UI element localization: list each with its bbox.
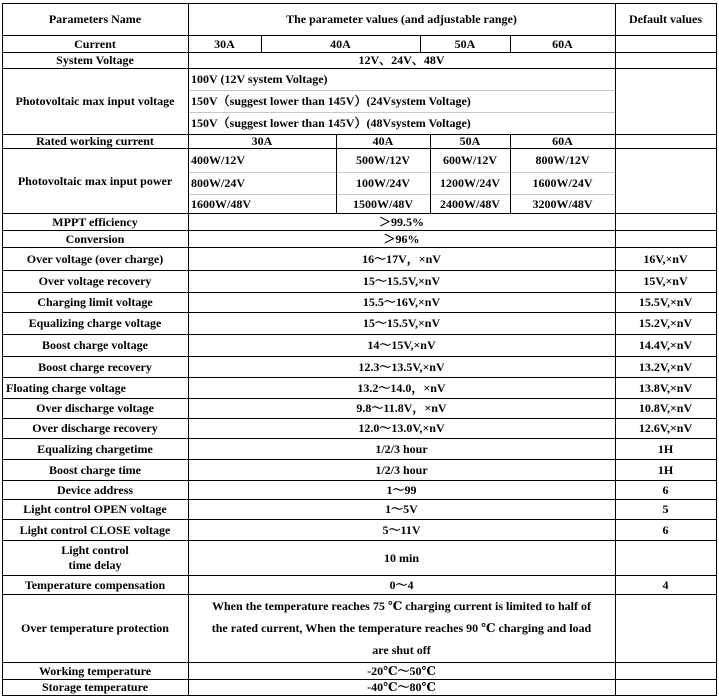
row-value: ＞96% xyxy=(383,231,420,246)
row-label: Conversion xyxy=(65,231,125,246)
row-default: 15.2V,×nV xyxy=(638,316,693,330)
row-value: 15～15.5V,×nV xyxy=(362,316,441,330)
row-label: Over voltage (over charge) xyxy=(26,251,164,266)
row-value: 15～15.5V,×nV xyxy=(362,274,441,288)
pv-power-cell: 600W/12V xyxy=(443,153,497,167)
rated-current-value-1: 30A xyxy=(251,134,273,148)
row-label: Device address xyxy=(56,482,134,497)
parameter-table xyxy=(2,3,717,696)
row-label: Light control OPEN voltage xyxy=(23,502,167,516)
row-value: 12.0～13.0V,×nV xyxy=(358,421,445,435)
row-label: MPPT efficiency xyxy=(52,214,138,229)
over-temp-line-2: the rated current, When the temperature reaches 90 ℃ charging and load xyxy=(211,621,592,635)
light-delay-label xyxy=(2,540,188,575)
pv-max-power-label: Photovoltaic max input power xyxy=(17,173,173,188)
row-value: 1～5V xyxy=(385,502,418,516)
rated-current-value-2: 40A xyxy=(372,134,394,148)
temp-comp-label: Temperature compensation xyxy=(24,577,166,592)
pv-power-cell: 100W/24V xyxy=(356,176,410,190)
header-parameters-name: Parameters Name xyxy=(48,12,142,26)
pv-max-voltage-label: Photovoltaic max input voltage xyxy=(15,94,175,108)
row-value: 15.5～16V,×nV xyxy=(362,295,441,309)
rated-current-value-4: 60A xyxy=(552,134,573,148)
current-value-2: 40A xyxy=(330,36,351,51)
light-delay-label-line-1: Light control xyxy=(61,542,129,557)
row-label: Over discharge recovery xyxy=(32,421,158,435)
row-default: 6 xyxy=(662,522,669,537)
over-temp-label: Over temperature protection xyxy=(21,621,169,635)
row-default: 6 xyxy=(662,482,669,497)
header-default-values: Default values xyxy=(629,12,702,26)
row-default: 14.4V,×nV xyxy=(638,338,693,352)
rated-current-value-3: 50A xyxy=(459,134,481,148)
over-temp-value xyxy=(188,594,615,662)
row-default: 10.8V,×nV xyxy=(638,401,693,415)
temp-comp-default: 4 xyxy=(662,577,669,592)
row-default xyxy=(615,213,716,230)
system-voltage-value: 12V、24V、48V xyxy=(358,53,445,67)
row-value: 16～17V，×nV xyxy=(362,251,441,266)
row-default: 13.2V,×nV xyxy=(638,359,693,374)
header-parameter-values: The parameter values (and adjustable range) xyxy=(286,12,517,26)
row-label: Equalizing chargetime xyxy=(37,441,153,456)
storage-temp-label: Storage temperature xyxy=(41,680,149,694)
light-delay-default xyxy=(615,540,716,575)
pv-power-cell: 800W/12V xyxy=(535,153,590,167)
current-value-1: 30A xyxy=(214,36,235,51)
row-label: Boost charge voltage xyxy=(42,338,148,352)
row-default: 5 xyxy=(662,502,669,516)
light-delay-label-line-2: time delay xyxy=(68,557,122,572)
row-default: 15.5V,×nV xyxy=(638,295,693,309)
row-default xyxy=(615,230,716,247)
row-label: Charging limit voltage xyxy=(37,295,153,309)
row-label: Equalizing charge voltage xyxy=(28,316,162,330)
row-default: 16V,×nV xyxy=(643,251,688,266)
row-label: Over discharge voltage xyxy=(36,401,154,415)
row-label: Floating charge voltage xyxy=(6,380,126,395)
row-value: 1/2/3 hour xyxy=(375,441,428,456)
light-delay-value: 10 min xyxy=(383,550,419,565)
pv-power-cell: 800W/24V xyxy=(191,176,245,190)
row-label: Boost charge time xyxy=(49,462,141,477)
row-default: 1H xyxy=(657,441,674,456)
current-label: Current xyxy=(74,36,116,51)
row-value: 13.2～14.0，×nV xyxy=(357,380,446,395)
row-label: Light control CLOSE voltage xyxy=(19,522,171,537)
row-default: 12.6V,×nV xyxy=(638,421,693,435)
row-value: 14～15V,×nV xyxy=(367,338,436,352)
row-label: Over voltage recovery xyxy=(38,274,152,288)
row-default: 13.8V,×nV xyxy=(638,380,693,395)
pv-power-cell: 400W/12V xyxy=(191,153,245,167)
storage-temp-value: -40℃～80℃ xyxy=(367,680,436,694)
pv-power-cell: 1600W/48V xyxy=(191,196,251,211)
current-value-3: 50A xyxy=(454,36,476,51)
row-value: 1/2/3 hour xyxy=(375,462,428,477)
row-value: 12.3～13.5V,×nV xyxy=(358,359,445,374)
pv-power-cell: 3200W/48V xyxy=(532,196,593,211)
pv-power-cell: 500W/12V xyxy=(356,153,410,167)
over-temp-line-1: When the temperature reaches 75 ℃ charging current is limited to half of xyxy=(212,599,591,613)
pv-power-cell: 1500W/48V xyxy=(353,196,413,211)
pv-power-cell: 1200W/24V xyxy=(440,176,500,190)
pv-max-voltage-line-1: 100V (12V system Voltage) xyxy=(191,72,328,86)
row-value: 1～99 xyxy=(386,482,417,497)
row-value: ＞99.5% xyxy=(378,214,424,229)
row-default: 1H xyxy=(657,462,674,477)
over-temp-line-3: are shut off xyxy=(372,643,431,657)
pv-power-cell: 1600W/24V xyxy=(532,176,593,190)
row-label: Boost charge recovery xyxy=(38,359,152,374)
system-voltage-label: System Voltage xyxy=(56,53,134,67)
working-temp-label: Working temperature xyxy=(38,663,152,678)
pv-max-voltage-line-3: 150V（suggest lower than 145V）(48Vsystem Voltage) xyxy=(191,116,471,130)
temp-comp-value: 0～4 xyxy=(389,577,414,592)
row-value: 5～11V xyxy=(382,522,421,537)
pv-power-cell: 2400W/48V xyxy=(440,196,500,211)
working-temp-value: -20℃～50℃ xyxy=(367,663,436,678)
rated-current-label: Rated working current xyxy=(36,134,154,148)
pv-max-voltage-line-2: 150V（suggest lower than 145V）(24Vsystem Voltage) xyxy=(191,94,471,108)
row-default: 15V,×nV xyxy=(643,274,688,288)
current-value-4: 60A xyxy=(552,36,573,51)
row-value: 9.8～11.8V，×nV xyxy=(356,401,447,415)
